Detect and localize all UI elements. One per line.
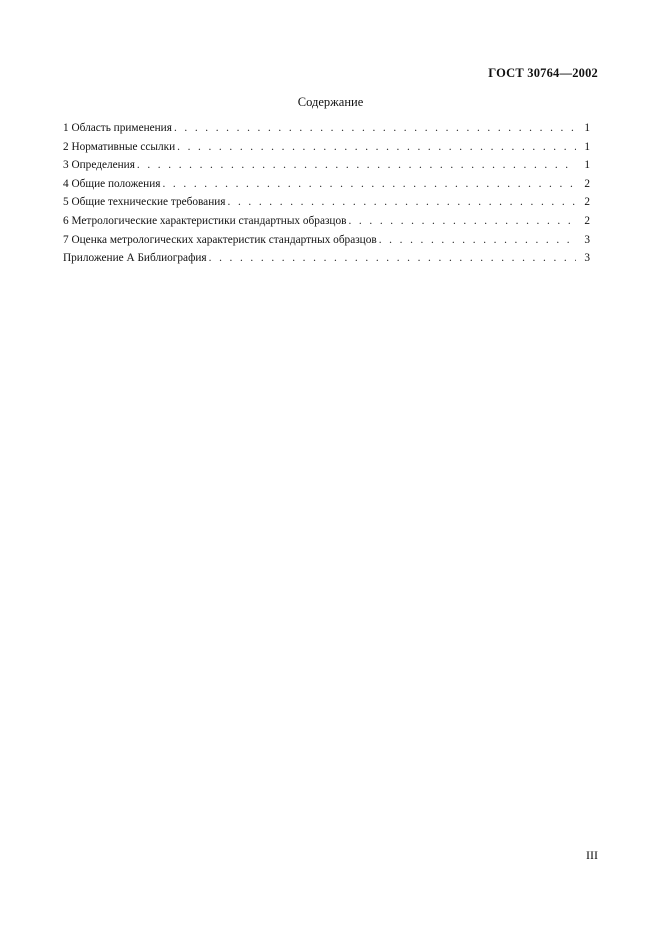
toc-leader-dots [162,178,576,190]
page-number: III [586,848,598,862]
toc-leader-dots [177,141,576,153]
toc-entry-normative-references[interactable] [63,141,590,160]
toc-entry-page: 3 [584,233,590,246]
toc-entry-general-provisions[interactable] [63,178,590,197]
toc-leader-dots [379,234,576,246]
toc-title: Содержание [297,95,364,109]
toc-leader-dots [228,196,577,208]
toc-entry-page: 1 [584,159,590,172]
toc-entry-page: 1 [584,122,590,134]
toc-entry-label: 1 Область применения [63,122,172,134]
toc-entry-label: 7 Оценка метрологических характеристик стандартных образцов [63,233,377,246]
toc-entry-label: 4 Общие положения [63,177,161,190]
toc-entry-page: 2 [584,196,590,209]
toc-entry-page: 2 [584,214,590,227]
toc-entry-label: Приложение А Библиография [63,252,207,265]
toc-entry-page: 1 [584,140,590,153]
toc-entry-label: 6 Метрологические характеристики стандартных образцов [63,214,347,227]
toc-entry-appendix-bibliography[interactable] [63,252,590,271]
toc-entry-page: 3 [584,252,590,265]
toc-leader-dots [174,122,576,134]
table-of-contents [63,122,590,271]
toc-entry-scope[interactable] [63,122,590,141]
toc-leader-dots [137,159,576,171]
toc-entry-definitions[interactable] [63,159,590,178]
document-code: ГОСТ 30764—2002 [488,66,598,80]
toc-leader-dots [348,215,576,227]
toc-entry-label: 5 Общие технические требования [63,196,226,209]
toc-entry-technical-requirements[interactable] [63,196,590,215]
toc-entry-label: 2 Нормативные ссылки [63,140,176,153]
toc-entry-label: 3 Определения [63,159,135,172]
toc-entry-page: 2 [584,177,590,190]
toc-leader-dots [209,252,576,264]
toc-entry-evaluation[interactable] [63,234,590,253]
toc-entry-metrological-characteristics[interactable] [63,215,590,234]
